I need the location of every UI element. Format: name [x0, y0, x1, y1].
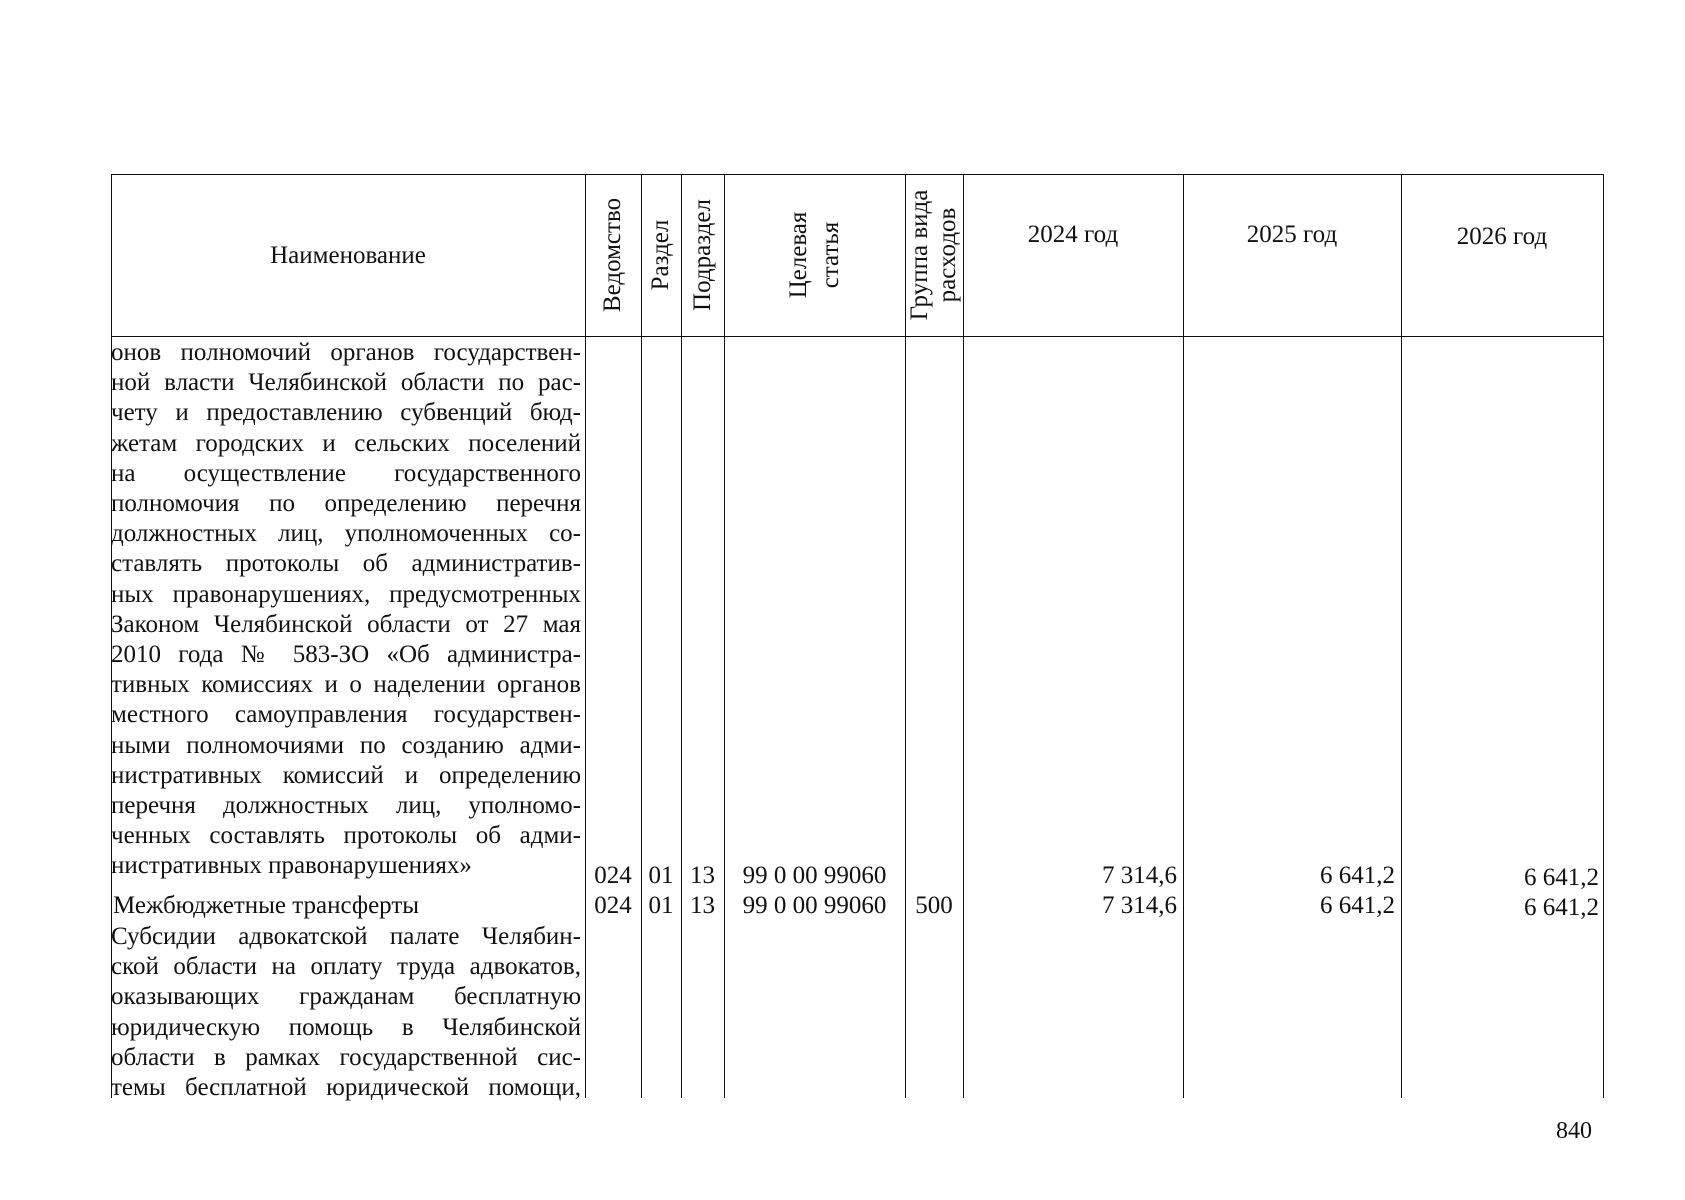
text-line: 2010 года № 583-ЗО «Об администра-	[111, 641, 581, 669]
col-border	[641, 174, 642, 1098]
header-celevaya-line2: статья	[817, 221, 844, 289]
header-gruppa-line2: расходов	[934, 207, 961, 303]
text-line: тивных комиссиях и о наделении органов	[111, 671, 581, 699]
text-line: местного самоуправления государствен-	[111, 701, 581, 729]
header-bottom-border	[111, 336, 1603, 337]
header-gruppa	[906, 190, 962, 321]
cell-ved: 024	[594, 862, 632, 889]
cell-podrazdel: 13	[690, 862, 715, 889]
cell-2026: 6 641,2	[1524, 864, 1599, 891]
text-line: ченных составлять протоколы об адми-	[111, 822, 581, 850]
text-line: должностных лиц, уполномоченных со-	[111, 520, 581, 548]
header-2024: 2024 год	[1027, 220, 1119, 248]
header-celevaya-line1: Целевая	[785, 211, 812, 299]
text-line: области в рамках государственной сис-	[111, 1043, 581, 1071]
text-line: онов полномочий органов государствен-	[111, 339, 581, 366]
text-line: темы бесплатной юридической помощи,	[111, 1074, 581, 1102]
header-2025: 2025 год	[1246, 220, 1338, 248]
cell-statya: 99 0 00 99060	[742, 862, 887, 889]
text-line: нистративных правонарушениях»	[111, 852, 472, 880]
cell-ved: 024	[594, 892, 632, 919]
budget-table	[111, 174, 1603, 1102]
cell-podrazdel: 13	[690, 892, 715, 919]
text-line: оказывающих гражданам бесплатную	[111, 983, 581, 1011]
cell-2025: 6 641,2	[1320, 862, 1395, 889]
col-border	[1603, 174, 1604, 1098]
text-line: Законом Челябинской области от 27 мая	[111, 610, 581, 638]
header-razdel: Раздел	[647, 219, 674, 291]
header-podrazdel: Подраздел	[689, 199, 716, 311]
text-line: ской области на оплату труда адвокатов,	[111, 953, 581, 981]
text-line: жетам городских и сельских поселений	[111, 429, 581, 457]
header-celevaya-statya	[783, 212, 847, 299]
col-border	[1401, 174, 1402, 1098]
text-line: на осуществление государственного	[111, 459, 581, 487]
text-line: полномочия по определению перечня	[111, 490, 581, 518]
row-name-text: Межбюджетные трансферты	[113, 892, 420, 919]
text-line: нистративных комиссий и определению	[111, 761, 581, 789]
text-line: перечня должностных лиц, уполномо-	[111, 792, 581, 820]
cell-gruppa: 500	[915, 892, 953, 919]
col-border	[724, 174, 725, 1098]
header-gruppa-line1: Группа вида	[906, 189, 933, 321]
row-name-text	[111, 922, 581, 1103]
row-name-text	[111, 338, 581, 882]
text-line: ной власти Челябинской области по рас-	[111, 369, 581, 397]
text-line: юридическую помощь в Челябинской	[111, 1013, 581, 1041]
cell-2026: 6 641,2	[1524, 894, 1599, 921]
cell-statya: 99 0 00 99060	[742, 892, 887, 919]
cell-razdel: 01	[648, 862, 674, 889]
cell-2024: 7 314,6	[1102, 862, 1177, 889]
col-border	[963, 174, 964, 1098]
header-2026: 2026 год	[1456, 222, 1548, 250]
cell-razdel: 01	[648, 892, 674, 919]
page-number: 840	[1556, 1118, 1592, 1144]
col-border	[585, 174, 586, 1098]
header-vedomstvo: Ведомство	[599, 197, 626, 313]
cell-2024: 7 314,6	[1102, 892, 1177, 919]
cell-2025: 6 641,2	[1320, 892, 1395, 919]
header-name: Наименование	[270, 241, 426, 269]
col-border	[1183, 174, 1184, 1098]
text-line: Субсидии адвокатской палате Челябин-	[111, 923, 581, 950]
text-line: чету и предоставлению субвенций бюд-	[111, 399, 581, 427]
text-line: ными полномочиями по созданию адми-	[111, 731, 581, 759]
col-border	[681, 174, 682, 1098]
text-line: ставлять протоколы об административ-	[111, 550, 581, 578]
text-line: ных правонарушениях, предусмотренных	[111, 580, 581, 608]
